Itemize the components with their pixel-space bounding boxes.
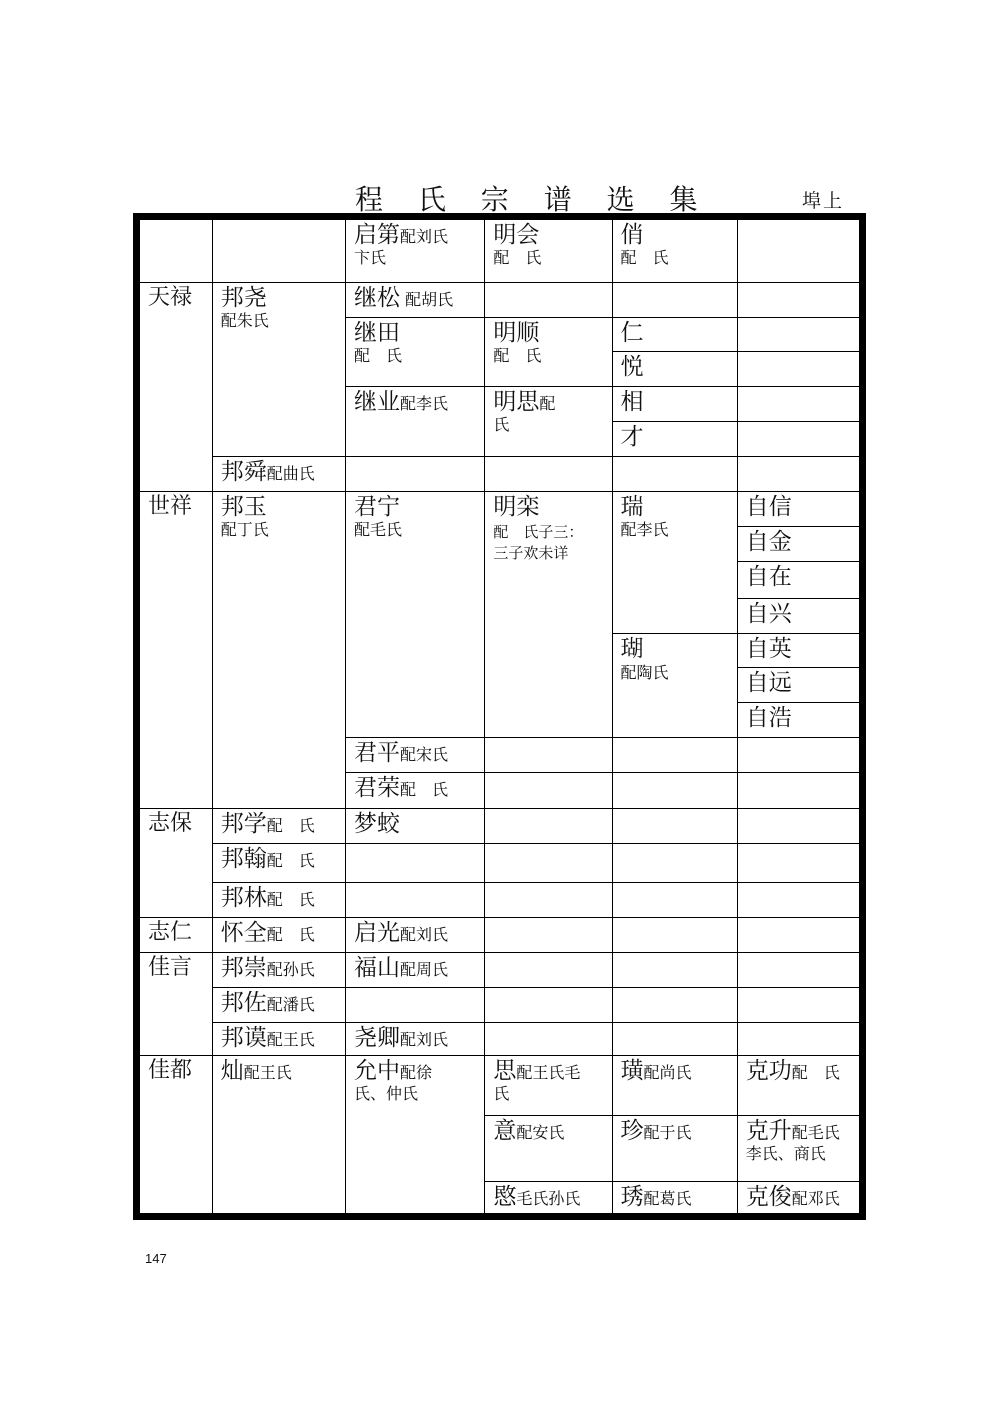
gen4-cell	[612, 952, 737, 987]
spouse-note: 配 氏	[493, 346, 542, 366]
spouse-note: 配刘氏	[400, 227, 449, 246]
spouse-note: 配胡氏	[400, 290, 454, 310]
person-name: 才	[620, 424, 644, 451]
generation-label: 志保	[148, 810, 193, 836]
gen5-cell	[737, 422, 862, 457]
generation-label: 志仁	[148, 919, 193, 945]
gen3-cell	[485, 217, 612, 283]
gen5-cell	[737, 599, 862, 634]
spouse-note: 配王氏毛	[516, 1062, 581, 1082]
spouse-note: 配周氏	[400, 959, 449, 979]
gen3-cell	[485, 318, 612, 387]
gen5-cell	[737, 562, 862, 599]
spouse-note: 氏	[493, 415, 510, 435]
gen2-cell	[346, 738, 485, 772]
spouse-note: 配安氏	[516, 1122, 565, 1142]
table-row	[137, 457, 863, 492]
spouse-note: 李氏、商氏	[745, 1143, 826, 1163]
person-name: 自在	[745, 564, 792, 591]
table-row	[137, 808, 863, 843]
person-name: 明思	[493, 389, 540, 416]
gen5-cell	[737, 952, 862, 987]
table-row	[137, 492, 863, 527]
person-name: 愍	[493, 1183, 517, 1210]
spouse-note: 卞氏	[354, 248, 387, 268]
gen3-cell	[485, 457, 612, 492]
person-name: 克升	[745, 1117, 792, 1144]
person-name: 自兴	[745, 601, 792, 628]
gen1-cell	[212, 987, 345, 1022]
spouse-note: 配朱氏	[220, 311, 269, 331]
person-name: 克俊	[745, 1183, 792, 1210]
gen1-cell	[212, 952, 345, 987]
person-name: 俏	[620, 222, 644, 248]
spouse-note: 配陶氏	[620, 662, 669, 682]
spouse-note: 配 氏	[266, 815, 315, 835]
table-row	[137, 952, 863, 987]
person-name: 自信	[745, 494, 792, 521]
person-name: 克功	[745, 1057, 792, 1084]
gen5-cell	[737, 668, 862, 703]
spouse-note: 配丁氏	[220, 520, 269, 540]
person-name: 邦崇	[220, 954, 267, 981]
gen3-cell	[485, 1115, 612, 1181]
person-name: 邦佐	[220, 989, 267, 1016]
gen4-cell	[612, 808, 737, 843]
gen4-cell	[612, 987, 737, 1022]
person-name: 怀全	[220, 919, 267, 946]
person-name: 君宁	[354, 494, 400, 521]
person-name: 继松	[354, 285, 400, 312]
gen3-cell	[485, 987, 612, 1022]
gen5-cell	[737, 492, 862, 527]
spouse-note: 配曲氏	[266, 464, 315, 484]
gen4-cell	[612, 843, 737, 882]
person-name: 邦翰	[220, 845, 267, 872]
spouse-note: 配李氏	[400, 394, 449, 414]
person-name: 自浩	[745, 705, 792, 732]
gen5-cell	[737, 1055, 862, 1115]
person-name: 邦玉	[220, 494, 267, 521]
generation-cell	[137, 808, 213, 917]
spouse-note: 配孙氏	[266, 959, 315, 979]
gen1-cell	[212, 1022, 345, 1055]
gen5-cell	[737, 987, 862, 1022]
person-name: 启光	[354, 919, 400, 946]
table-row	[137, 1022, 863, 1055]
page-number: 147	[145, 1251, 167, 1266]
gen4-cell	[612, 772, 737, 808]
gen3-cell	[485, 808, 612, 843]
generation-cell	[137, 1055, 213, 1216]
gen5-cell	[737, 738, 862, 772]
gen1-cell	[212, 492, 345, 808]
spouse-note: 氏	[493, 1083, 510, 1103]
table-row	[137, 843, 863, 882]
spouse-note: 配徐	[400, 1062, 433, 1082]
spouse-note: 配 氏	[266, 924, 315, 944]
gen1-cell	[212, 217, 345, 283]
gen5-cell	[737, 917, 862, 952]
gen2-cell	[346, 457, 485, 492]
genealogy-table	[133, 213, 866, 1220]
person-name: 尧卿	[354, 1024, 400, 1051]
gen3-cell	[485, 952, 612, 987]
table-row	[137, 1055, 863, 1115]
gen2-cell	[346, 492, 485, 738]
person-name: 珍	[620, 1117, 644, 1144]
gen5-cell	[737, 634, 862, 668]
gen3-cell	[485, 1181, 612, 1216]
spouse-note: 配葛氏	[643, 1188, 692, 1208]
gen1-cell	[212, 457, 345, 492]
spouse-note: 配 氏	[354, 346, 403, 366]
gen4-cell	[612, 1181, 737, 1216]
spouse-note: 配刘氏	[400, 1029, 449, 1049]
table-row	[137, 987, 863, 1022]
spouse-note: 毛氏孙氏	[516, 1188, 581, 1208]
gen1-cell	[212, 917, 345, 952]
gen5-cell	[737, 283, 862, 318]
gen2-cell	[346, 318, 485, 387]
generation-label: 佳言	[148, 954, 193, 980]
generation-cell	[137, 952, 213, 1055]
gen3-cell	[485, 1022, 612, 1055]
gen5-cell	[737, 882, 862, 917]
gen3-cell	[485, 387, 612, 457]
page-title: 程 氏 宗 谱 选 集	[355, 183, 711, 216]
gen4-cell	[612, 882, 737, 917]
table-row	[137, 882, 863, 917]
gen5-cell	[737, 772, 862, 808]
person-name: 福山	[354, 954, 400, 981]
spouse-note: 配 氏	[266, 889, 315, 909]
gen5-cell	[737, 703, 862, 738]
gen3-cell	[485, 492, 612, 738]
person-name: 璜	[620, 1057, 644, 1084]
person-name: 君平	[354, 740, 400, 767]
person-name: 邦舜	[220, 459, 267, 486]
gen4-cell	[612, 217, 737, 283]
gen1-cell	[212, 808, 345, 843]
spouse-note: 配毛氏	[791, 1122, 840, 1142]
gen5-cell	[737, 527, 862, 562]
gen5-cell	[737, 808, 862, 843]
person-name: 继业	[354, 389, 400, 416]
place-name: 埠上	[802, 190, 845, 212]
gen2-cell	[346, 808, 485, 843]
gen3-cell	[485, 283, 612, 318]
generation-cell	[137, 283, 213, 492]
gen4-cell	[612, 492, 737, 634]
spouse-note: 配 氏	[493, 248, 542, 268]
gen2-cell	[346, 917, 485, 952]
gen3-cell	[485, 738, 612, 772]
spouse-note: 配王氏	[266, 1029, 315, 1049]
gen5-cell	[737, 318, 862, 352]
gen3-cell	[485, 882, 612, 917]
gen4-cell	[612, 1055, 737, 1115]
gen2-cell	[346, 1022, 485, 1055]
spouse-note: 配毛氏	[354, 520, 403, 540]
gen4-cell	[612, 352, 737, 387]
spouse-note: 配宋氏	[400, 745, 449, 765]
person-name: 梦蛟	[354, 810, 400, 837]
person-name: 思	[493, 1057, 517, 1084]
generation-label: 天禄	[148, 285, 193, 311]
person-name: 明顺	[493, 320, 540, 347]
person-name: 自远	[745, 670, 792, 697]
spouse-note: 配 氏	[400, 779, 449, 799]
spouse-note: 配潘氏	[266, 994, 315, 1014]
gen4-cell	[612, 634, 737, 738]
gen4-cell	[612, 457, 737, 492]
person-name: 邦林	[220, 884, 267, 911]
person-name: 明栾	[493, 494, 540, 521]
gen2-cell	[346, 952, 485, 987]
generation-cell	[137, 917, 213, 952]
generation-label: 佳都	[148, 1057, 193, 1083]
person-name: 仁	[620, 320, 644, 347]
spouse-note: 配刘氏	[400, 924, 449, 944]
gen5-cell	[737, 352, 862, 387]
person-name: 悦	[620, 354, 644, 381]
spouse-note: 配尚氏	[643, 1062, 692, 1082]
gen3-cell	[485, 772, 612, 808]
table-row	[137, 217, 863, 283]
person-name: 意	[493, 1117, 517, 1144]
gen3-cell	[485, 843, 612, 882]
spouse-note: 配李氏	[620, 520, 669, 540]
person-name: 启第	[354, 222, 400, 248]
person-name: 灿	[220, 1057, 244, 1084]
gen1-cell	[212, 283, 345, 457]
spouse-note: 配 氏子三：	[493, 523, 584, 542]
gen2-cell	[346, 283, 485, 318]
gen2-cell	[346, 843, 485, 882]
spouse-note: 氏、仲氏	[354, 1083, 419, 1103]
gen5-cell	[737, 217, 862, 283]
spouse-note: 配 氏	[266, 850, 315, 870]
children-note: 三子欢未详	[493, 543, 569, 562]
person-name: 瑚	[620, 636, 644, 663]
spouse-note: 配邓氏	[791, 1188, 840, 1208]
gen2-cell	[346, 882, 485, 917]
person-name: 邦学	[220, 810, 267, 837]
gen3-cell	[485, 1055, 612, 1115]
gen5-cell	[737, 1115, 862, 1181]
person-name: 相	[620, 389, 644, 416]
table-row	[137, 917, 863, 952]
gen4-cell	[612, 422, 737, 457]
generation-cell	[137, 217, 213, 283]
gen4-cell	[612, 1115, 737, 1181]
gen4-cell	[612, 1022, 737, 1055]
gen2-cell	[346, 772, 485, 808]
gen4-cell	[612, 318, 737, 352]
person-name: 瑞	[620, 494, 644, 521]
gen4-cell	[612, 738, 737, 772]
spouse-note: 配王氏	[243, 1062, 292, 1082]
person-name: 明会	[493, 222, 540, 248]
gen5-cell	[737, 843, 862, 882]
gen4-cell	[612, 387, 737, 422]
person-name: 自英	[745, 636, 792, 663]
spouse-note: 配	[539, 394, 556, 414]
gen2-cell	[346, 987, 485, 1022]
gen5-cell	[737, 387, 862, 422]
generation-label: 世祥	[148, 494, 193, 520]
table-row	[137, 283, 863, 318]
person-name: 琇	[620, 1183, 644, 1210]
gen5-cell	[737, 1181, 862, 1216]
gen3-cell	[485, 917, 612, 952]
spouse-note: 配 氏	[620, 248, 669, 268]
gen4-cell	[612, 917, 737, 952]
gen5-cell	[737, 457, 862, 492]
person-name: 邦谟	[220, 1024, 267, 1051]
person-name: 允中	[354, 1057, 400, 1084]
person-name: 继田	[354, 320, 400, 347]
gen1-cell	[212, 882, 345, 917]
gen2-cell	[346, 217, 485, 283]
person-name: 邦尧	[220, 285, 267, 312]
gen1-cell	[212, 1055, 345, 1216]
person-name: 自金	[745, 529, 792, 556]
spouse-note: 配 氏	[791, 1062, 840, 1082]
gen5-cell	[737, 1022, 862, 1055]
person-name: 君荣	[354, 774, 400, 801]
gen4-cell	[612, 283, 737, 318]
generation-cell	[137, 492, 213, 808]
spouse-note: 配于氏	[643, 1122, 692, 1142]
gen1-cell	[212, 843, 345, 882]
gen2-cell	[346, 387, 485, 457]
gen2-cell	[346, 1055, 485, 1216]
